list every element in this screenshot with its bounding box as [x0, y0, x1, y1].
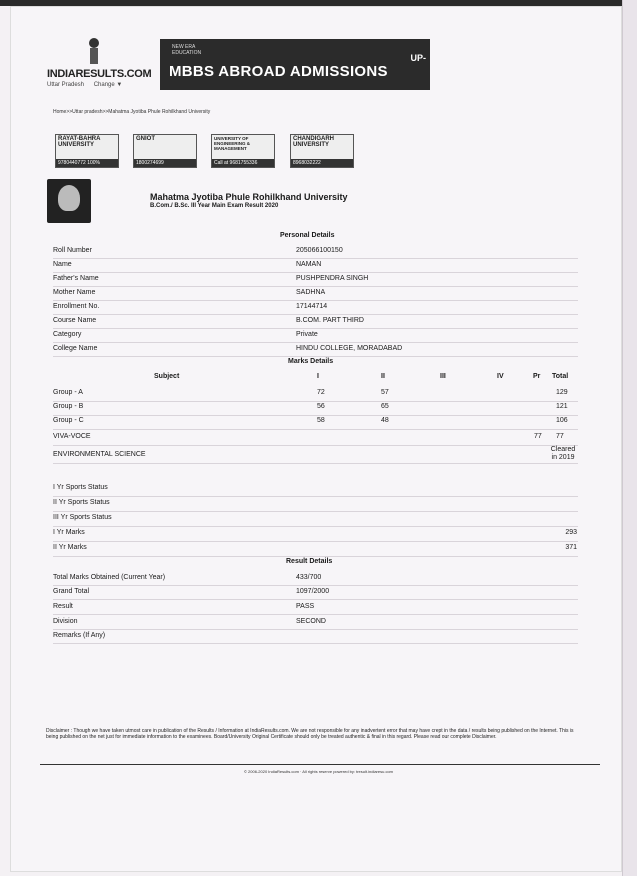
marks-details-heading: Marks Details — [288, 358, 334, 365]
field-label: Father's Name — [53, 275, 99, 282]
ad-title: CHANDIGARH UNIVERSITY — [293, 136, 334, 148]
mark-i: 58 — [317, 417, 325, 424]
field-label: College Name — [53, 345, 98, 352]
mark-pr: 77 — [534, 433, 542, 440]
banner-title: MBBS ABROAD ADMISSIONS — [169, 63, 388, 80]
ad-gniot[interactable] — [133, 134, 197, 168]
result-row — [53, 600, 578, 614]
field-value: 433/700 — [296, 574, 322, 581]
mark-total: 77 — [556, 433, 564, 440]
mark-ii: 57 — [381, 389, 389, 396]
subject-name: Group - C — [53, 417, 84, 424]
field-value: HINDU COLLEGE, MORADABAD — [296, 345, 403, 352]
subject-name: VIVA-VOCE — [53, 433, 91, 440]
field-value: PASS — [296, 603, 315, 610]
field-value: B.COM. PART THIRD — [296, 317, 364, 324]
field-value: 371 — [565, 544, 577, 551]
row-divider — [53, 556, 578, 557]
extra-row — [53, 541, 578, 555]
mark-ii: 65 — [381, 403, 389, 410]
seal-icon — [58, 185, 80, 211]
ad-title: RAYAT-BAHRA UNIVERSITY — [58, 136, 101, 148]
banner-tag: UP- — [410, 53, 426, 63]
col-subject: Subject — [154, 373, 180, 380]
result-row — [53, 629, 578, 643]
row-divider — [53, 463, 578, 464]
result-row — [53, 585, 578, 599]
ad-uem[interactable] — [211, 134, 275, 168]
ad-phone: 9780440772 100% — [56, 159, 118, 167]
ad-title: GNIOT — [136, 136, 155, 142]
field-label: III Yr Sports Status — [53, 514, 112, 521]
field-label: I Yr Marks — [53, 529, 85, 536]
subject-name: Group - A — [53, 389, 83, 396]
field-label: Course Name — [53, 317, 97, 324]
field-label: Remarks (If Any) — [53, 632, 106, 639]
personal-row — [53, 272, 578, 286]
field-label: Result — [53, 603, 73, 610]
row-divider — [53, 415, 578, 416]
brand-line-2: EDUCATION — [172, 50, 202, 56]
field-value: PUSHPENDRA SINGH — [296, 275, 369, 282]
col-ii: II — [381, 373, 385, 380]
extra-row — [53, 526, 578, 540]
field-label: II Yr Marks — [53, 544, 87, 551]
university-name: Mahatma Jyotiba Phule Rohilkhand University — [150, 192, 348, 202]
exam-title: B.Com./ B.Sc. III Year Main Exam Result 2020 — [150, 203, 279, 209]
field-label: Enrollment No. — [53, 303, 100, 310]
mark-i: 72 — [317, 389, 325, 396]
field-label: Name — [53, 261, 72, 268]
row-divider — [53, 643, 578, 644]
field-value: 205066100150 — [296, 247, 343, 254]
col-iv: IV — [497, 373, 504, 380]
result-row — [53, 615, 578, 629]
field-label: Mother Name — [53, 289, 96, 296]
field-value: SECOND — [296, 618, 326, 625]
change-region-link[interactable]: Change ▼ — [93, 82, 123, 88]
field-value: 1097/2000 — [296, 588, 330, 595]
logo-figure-icon — [87, 38, 101, 64]
ad-phone: Call at 9681755336 — [212, 159, 274, 167]
mark-total: 121 — [556, 403, 568, 410]
ad-chandigarh[interactable] — [290, 134, 354, 168]
breadcrumb[interactable]: Home>>Uttar pradesh>>Mahatma Jyotiba Phule Rohilkhand University — [53, 109, 211, 115]
ad-rayat-bahra[interactable] — [55, 134, 119, 168]
extra-row — [53, 511, 578, 525]
field-value: NAMAN — [296, 261, 322, 268]
field-value: Private — [296, 331, 318, 338]
site-name: INDIARESULTS.COM — [47, 68, 152, 80]
row-divider — [53, 356, 578, 357]
footer-divider — [40, 764, 600, 765]
personal-row — [53, 244, 578, 258]
personal-row — [53, 342, 578, 356]
ad-title: UNIVERSITY OF ENGINEERING & MANAGEMENT — [214, 136, 251, 151]
field-label: Roll Number — [53, 247, 92, 254]
field-label: Grand Total — [53, 588, 90, 595]
col-pr: Pr — [533, 373, 541, 380]
row-divider — [53, 429, 578, 430]
result-details-heading: Result Details — [286, 558, 333, 565]
col-total: Total — [552, 373, 569, 380]
university-seal-logo — [47, 179, 91, 223]
personal-row — [53, 258, 578, 272]
personal-row — [53, 300, 578, 314]
mark-total: 129 — [556, 389, 568, 396]
personal-details-heading: Personal Details — [280, 232, 335, 239]
result-row — [53, 571, 578, 585]
field-label: Total Marks Obtained (Current Year) — [53, 574, 166, 581]
personal-row — [53, 286, 578, 300]
mark-ii: 48 — [381, 417, 389, 424]
brand-line-1: NEW ERA — [172, 44, 196, 50]
mbbs-banner-ad[interactable] — [160, 39, 430, 90]
mark-total: 106 — [556, 417, 568, 424]
region-label: Uttar Pradesh — [47, 82, 85, 88]
field-label: II Yr Sports Status — [53, 499, 110, 506]
subject-name: Group - B — [53, 403, 84, 410]
row-divider — [53, 445, 578, 446]
personal-row — [53, 328, 578, 342]
field-label: Division — [53, 618, 78, 625]
subject-name: ENVIRONMENTAL SCIENCE — [53, 451, 146, 458]
extra-row — [53, 481, 578, 495]
field-value: 17144714 — [296, 303, 328, 310]
field-value: 293 — [565, 529, 577, 536]
ad-phone: 1800274699 — [134, 159, 196, 167]
field-label: I Yr Sports Status — [53, 484, 108, 491]
field-label: Category — [53, 331, 82, 338]
col-i: I — [317, 373, 319, 380]
field-value: SADHNA — [296, 289, 326, 296]
banner-brand — [172, 44, 201, 56]
row-divider — [53, 401, 578, 402]
site-region-bar — [47, 82, 130, 88]
col-iii: III — [440, 373, 446, 380]
disclaimer-text: Disclaimer : Though we have taken utmost care in publication of the Results / Information at IndiaResults.com. We are not responsible for any inadvertent error that may have crept in the data / results being published on the Internet. This is being published on the net just for immediate information to the examinees. Board/University Original Certificate should only be treated authentic & final in this regard. Please read our complete Disclaimer. — [46, 728, 574, 740]
personal-row — [53, 314, 578, 328]
mark-i: 56 — [317, 403, 325, 410]
extra-row — [53, 496, 578, 510]
ad-phone: 8968032222 — [291, 159, 353, 167]
mark-total: Cleared in 2019 — [550, 446, 576, 461]
footer-copyright: © 2006-2020 IndiaResults.com · All rights reserve powered by: tresult.indiaresu.com — [243, 769, 394, 774]
page-right-edge — [622, 0, 637, 876]
